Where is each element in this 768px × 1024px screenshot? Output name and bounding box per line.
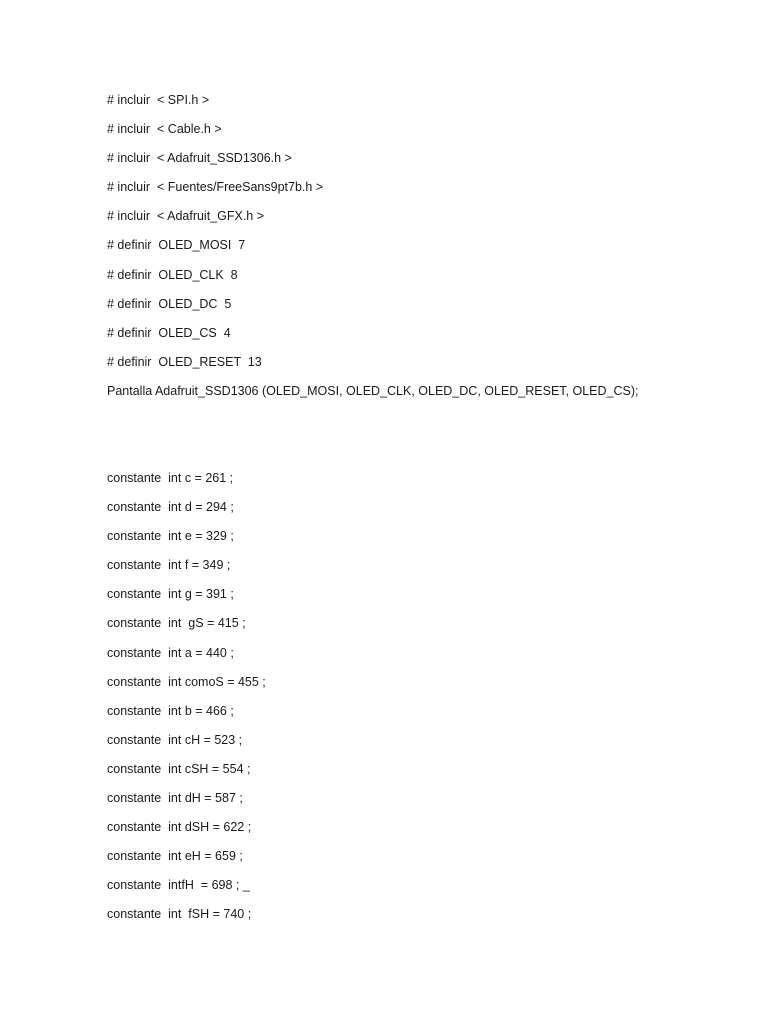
- include-line: # incluir < Cable.h >: [107, 122, 222, 137]
- constant-line: constante int dH = 587 ;: [107, 791, 243, 806]
- constant-line: constante int dSH = 622 ;: [107, 820, 252, 835]
- constant-line: constante int c = 261 ;: [107, 471, 234, 485]
- preprocessor-block: [107, 92, 638, 412]
- constant-line: constante int eH = 659 ;: [107, 849, 243, 864]
- constant-line: constante int a = 440 ;: [107, 645, 234, 660]
- define-line: # definir OLED_MOSI 7: [107, 238, 246, 253]
- constant-line: constante int f = 349 ;: [107, 558, 231, 573]
- include-line: # incluir < Adafruit_SSD1306.h >: [107, 151, 292, 166]
- constant-line: constante int e = 329 ;: [107, 529, 234, 544]
- define-line: # definir OLED_CS 4: [107, 325, 231, 340]
- display-declaration-line: Pantalla Adafruit_SSD1306 (OLED_MOSI, OLED_CLK, OLED_DC, OLED_RESET, OLED_CS);: [107, 383, 639, 398]
- constant-line: constante intfH = 698 ; _: [107, 878, 250, 893]
- constant-line: constante int cSH = 554 ;: [107, 761, 251, 776]
- constant-line: constante int cH = 523 ;: [107, 732, 243, 747]
- include-line: # incluir < Adafruit_GFX.h >: [107, 209, 265, 224]
- include-line: # incluir < Fuentes/FreeSans9pt7b.h >: [107, 180, 324, 195]
- include-line: # incluir < SPI.h >: [107, 93, 210, 107]
- constant-line: constante int b = 466 ;: [107, 703, 234, 718]
- constant-line: constante int comoS = 455 ;: [107, 674, 266, 689]
- constant-line: constante int fSH = 740 ;: [107, 907, 252, 922]
- define-line: # definir OLED_CLK 8: [107, 267, 238, 282]
- define-line: # definir OLED_RESET 13: [107, 354, 262, 369]
- constants-block: [107, 470, 266, 936]
- constant-line: constante int gS = 415 ;: [107, 616, 246, 631]
- constant-line: constante int d = 294 ;: [107, 500, 234, 515]
- define-line: # definir OLED_DC 5: [107, 296, 232, 311]
- constant-line: constante int g = 391 ;: [107, 587, 234, 602]
